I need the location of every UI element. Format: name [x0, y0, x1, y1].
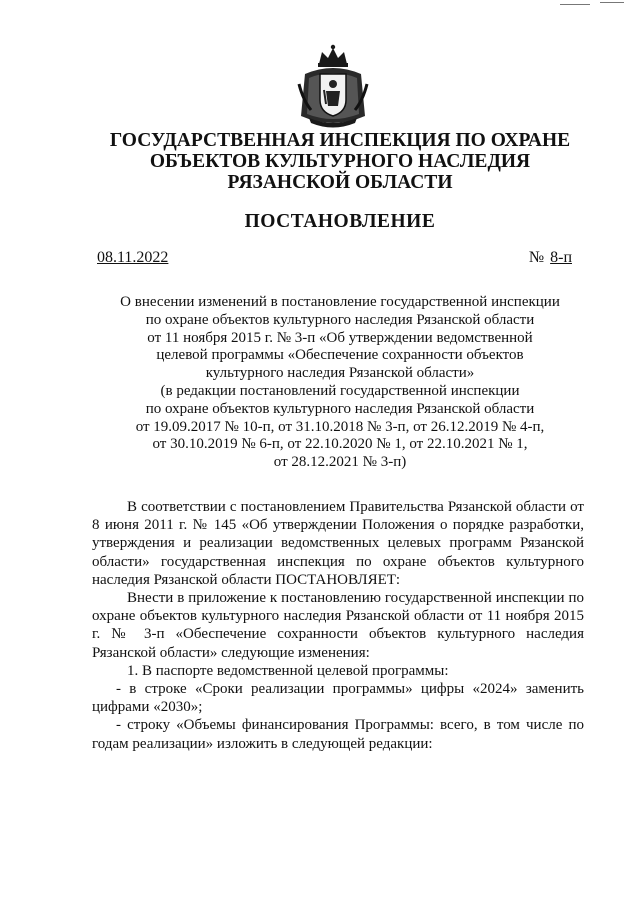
scan-artifact: [600, 2, 624, 3]
subject-line: целевой программы «Обеспечение сохранности объектов: [156, 347, 524, 364]
number-sign: №: [528, 249, 545, 266]
subject-line: от 19.09.2017 № 10-п, от 31.10.2018 № 3-п, от 26.12.2019 № 4-п,: [135, 418, 545, 435]
item-1: 1. В паспорте ведомственной целевой программы:: [127, 662, 449, 679]
resolution-paragraph: Внести в приложение к постановлению государственной инспекции по охране объектов культурного наследия Рязанской области от 11 ноября 2015 г. № 3-п «Обеспечение сохранности объектов культурного наследия Рязанской области» следующие изменения:: [92, 590, 584, 661]
scan-artifact: [560, 4, 590, 5]
preamble-paragraph: В соответствии с постановлением Правительства Рязанской области от 8 июня 2011 г. № 145 «Об утверждении Положения о порядке разработки, утверждения и реализации ведомственных целевых программ Рязанской области» государственная инспекция по охране объектов культурного наследия Рязанской области ПОСТАНОВЛЯЕТ:: [92, 499, 584, 588]
subject-line: культурного наследия Рязанской области»: [205, 365, 475, 382]
authority-line: ОБЪЕКТОВ КУЛЬТУРНОГО НАСЛЕДИЯ: [149, 151, 531, 172]
subject-line: по охране объектов культурного наследия Рязанской области: [145, 400, 535, 417]
subject-line: от 30.10.2019 № 6-п, от 22.10.2020 № 1, от 22.10.2021 № 1,: [152, 436, 528, 453]
document-number: [529, 249, 572, 267]
subject-line: по охране объектов культурного наследия Рязанской области: [145, 311, 535, 328]
subject-line: от 11 ноября 2015 г. № 3-п «Об утверждении ведомственной: [147, 329, 533, 346]
item-1-change-b: - строку «Объемы финансирования Программы: всего, в том числе по годам реализации» изложить в следующей редакции:: [92, 717, 584, 752]
document-subject: [100, 294, 580, 472]
subject-line: О внесении изменений в постановление государственной инспекции: [120, 294, 560, 310]
authority-line: РЯЗАНСКОЙ ОБЛАСТИ: [227, 172, 453, 193]
subject-line: от 28.12.2021 № 3-п): [273, 454, 407, 471]
issuing-authority: [100, 130, 580, 193]
document-date: 08.11.2022: [97, 249, 169, 266]
coat-of-arms-emblem: [295, 44, 371, 130]
number-value: 8-п: [550, 249, 572, 266]
subject-line: (в редакции постановлений государственной инспекции: [160, 382, 520, 399]
document-type-title: ПОСТАНОВЛЕНИЕ: [244, 211, 436, 232]
document-body: [92, 498, 584, 753]
authority-line: ГОСУДАРСТВЕННАЯ ИНСПЕКЦИЯ ПО ОХРАНЕ: [109, 130, 571, 151]
item-1-change-a: - в строке «Сроки реализации программы» цифры «2024» заменить цифрами «2030»;: [92, 681, 584, 716]
